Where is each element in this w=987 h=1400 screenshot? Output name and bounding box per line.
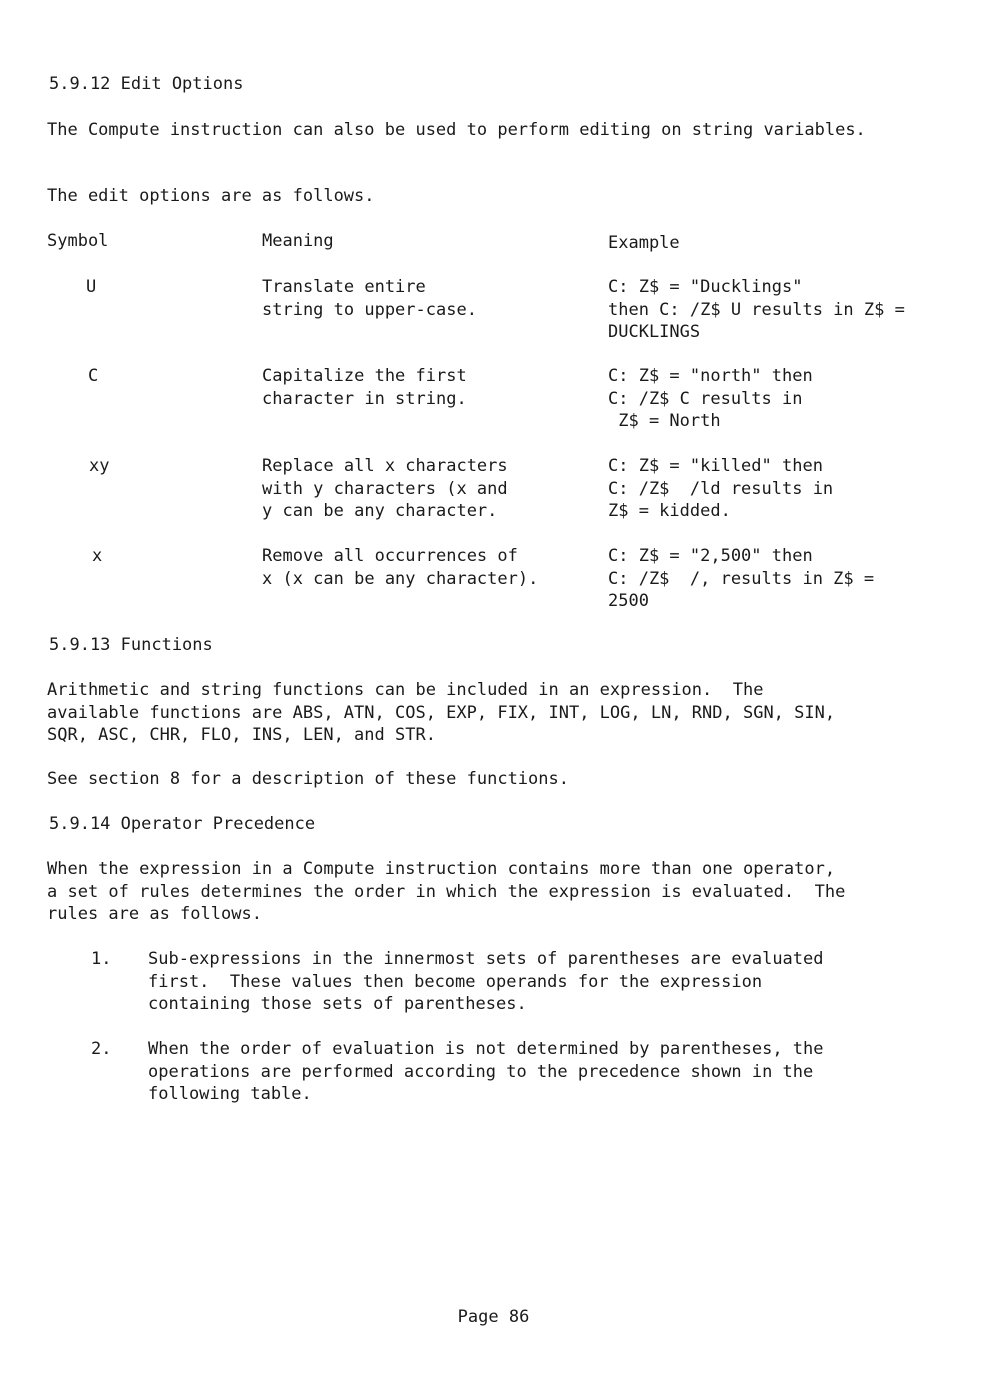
section-heading-operator-precedence: 5.9.14 Operator Precedence: [49, 814, 316, 834]
row-example: C: Z$ = "north" then C: /Z$ C results in Z$ = North: [608, 366, 813, 431]
column-header-meaning: Meaning: [262, 231, 334, 251]
row-symbol: U: [86, 277, 97, 297]
functions-see-also: See section 8 for a description of these functions.: [47, 769, 569, 789]
page-number: Page 86: [457, 1307, 530, 1327]
edit-options-lead: The edit options are as follows.: [47, 186, 375, 206]
row-example: C: Z$ = "2,500" then C: /Z$ /, results in Z$ = 2500: [608, 546, 875, 611]
section-heading-functions: 5.9.13 Functions: [49, 635, 213, 655]
row-meaning: Translate entire string to upper-case.: [262, 277, 477, 320]
row-example: C: Z$ = "Ducklings" then C: /Z$ U results in Z$ = DUCKLINGS: [608, 277, 905, 342]
list-item-number: 2.: [91, 1039, 112, 1059]
list-item-number: 1.: [91, 949, 112, 969]
list-item-text: When the order of evaluation is not determined by parentheses, the operations are performed according to the precedence shown in the following table.: [148, 1039, 824, 1104]
row-example: C: Z$ = "killed" then C: /Z$ /ld results in Z$ = kidded.: [608, 456, 834, 521]
functions-body: Arithmetic and string functions can be included in an expression. The available functions are ABS, ATN, COS, EXP, FIX, INT, LOG, LN, RND, SGN, SIN, SQR, ASC, CHR, FLO, INS, LEN, and STR.: [47, 680, 836, 745]
operator-precedence-body: When the expression in a Compute instruction contains more than one operator, a set of rules determines the order in which the expression is evaluated. The rules are as follows.: [47, 859, 846, 924]
row-symbol: C: [88, 366, 99, 386]
column-header-symbol: Symbol: [47, 231, 109, 251]
row-meaning: Remove all occurrences of x (x can be any character).: [262, 546, 539, 589]
section-heading-edit-options: 5.9.12 Edit Options: [49, 74, 244, 94]
column-header-example: Example: [608, 233, 680, 253]
row-symbol: xy: [89, 456, 110, 476]
row-meaning: Capitalize the first character in string.: [262, 366, 467, 409]
edit-options-intro: The Compute instruction can also be used to perform editing on string variables.: [47, 120, 866, 140]
row-symbol: x: [92, 546, 103, 566]
row-meaning: Replace all x characters with y characters (x and y can be any character.: [262, 456, 508, 521]
list-item-text: Sub-expressions in the innermost sets of parentheses are evaluated first. These values then become operands for the expression containing those sets of parentheses.: [148, 949, 824, 1014]
